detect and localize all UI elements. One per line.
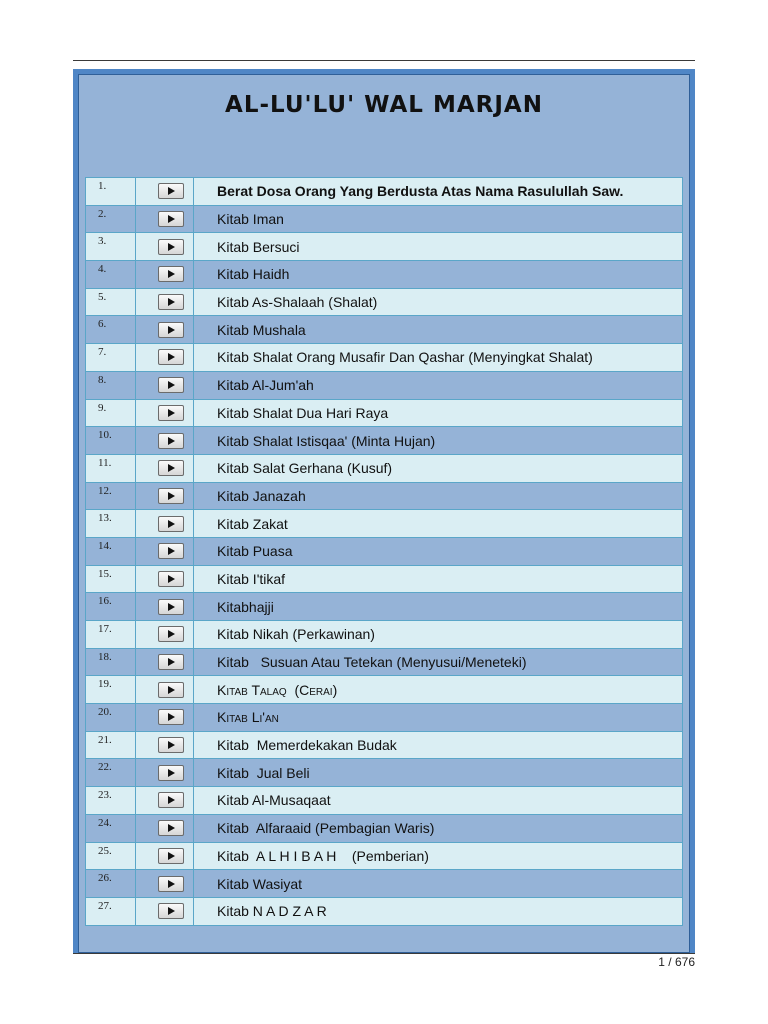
- toc-row-link[interactable]: Kitab As-Shalaah (Shalat): [217, 294, 378, 311]
- toc-row-number-cell: [86, 759, 136, 787]
- toc-row-number: 3.: [98, 235, 107, 248]
- toc-row-number-cell: [86, 648, 136, 676]
- toc-row-number-cell: [86, 205, 136, 233]
- toc-row-button-cell: [136, 371, 194, 399]
- toc-row: [86, 648, 683, 676]
- play-icon: [168, 326, 175, 334]
- toc-row-number: 6.: [98, 318, 107, 331]
- toc-row-link[interactable]: Kitab I'tikaf: [217, 570, 286, 587]
- toc-row-button-cell: [136, 814, 194, 842]
- toc-row-number: 16.: [98, 595, 112, 608]
- toc-row: [86, 814, 683, 842]
- play-button[interactable]: [158, 294, 184, 310]
- toc-row-number: 25.: [98, 844, 112, 857]
- toc-row-button-cell: [136, 621, 194, 649]
- toc-row-number-cell: [86, 870, 136, 898]
- toc-row-number: 2.: [98, 207, 107, 220]
- play-icon: [168, 353, 175, 361]
- bottom-rule: [73, 953, 695, 954]
- toc-row-number-cell: [86, 842, 136, 870]
- toc-row-button-cell: [136, 205, 194, 233]
- toc-row: [86, 454, 683, 482]
- toc-row: [86, 897, 683, 925]
- play-icon: [168, 492, 175, 500]
- toc-row-link[interactable]: Kitab Memerdekakan Budak: [217, 737, 397, 754]
- toc-row-button-cell: [136, 759, 194, 787]
- toc-row-number: 26.: [98, 872, 112, 885]
- play-icon: [168, 824, 175, 832]
- toc-row-label-cell: [194, 897, 683, 925]
- play-icon: [168, 603, 175, 611]
- toc-row-label-cell: [194, 621, 683, 649]
- play-button[interactable]: [158, 322, 184, 338]
- play-icon: [168, 409, 175, 417]
- toc-row-number-cell: [86, 510, 136, 538]
- toc-row: [86, 205, 683, 233]
- toc-row-number: 27.: [98, 899, 112, 912]
- toc-row: [86, 288, 683, 316]
- toc-row: [86, 233, 683, 261]
- play-icon: [168, 381, 175, 389]
- toc-row-number-cell: [86, 593, 136, 621]
- toc-row-button-cell: [136, 399, 194, 427]
- toc-row-label-cell: [194, 731, 683, 759]
- play-button[interactable]: [158, 239, 184, 255]
- toc-row: [86, 731, 683, 759]
- toc-row-number: 11.: [98, 456, 112, 469]
- play-button[interactable]: [158, 377, 184, 393]
- toc-row-button-cell: [136, 288, 194, 316]
- toc-row-label-cell: [194, 482, 683, 510]
- toc-row-link[interactable]: Kitab Alfaraaid (Pembagian Waris): [217, 820, 435, 837]
- toc-row-label-cell: [194, 842, 683, 870]
- toc-row-label-cell: [194, 704, 683, 732]
- toc-row-number-cell: [86, 233, 136, 261]
- toc-row-button-cell: [136, 842, 194, 870]
- toc-row-link[interactable]: Kitab Zakat: [217, 515, 288, 532]
- toc-row-number-cell: [86, 731, 136, 759]
- toc-row-button-cell: [136, 565, 194, 593]
- toc-row-link[interactable]: Kitab A L H I B A H (Pemberian): [217, 847, 429, 864]
- toc-row-number: 12.: [98, 484, 112, 497]
- play-icon: [168, 630, 175, 638]
- toc-row: [86, 316, 683, 344]
- play-icon: [168, 907, 175, 915]
- toc-row-link[interactable]: Kitab N A D Z A R: [217, 903, 327, 920]
- toc-row-link[interactable]: Kitab Salat Gerhana (Kusuf): [217, 460, 393, 477]
- toc-row-number-cell: [86, 316, 136, 344]
- toc-row: [86, 537, 683, 565]
- toc-row: [86, 787, 683, 815]
- toc-row-button-cell: [136, 537, 194, 565]
- toc-row-button-cell: [136, 704, 194, 732]
- play-button[interactable]: [158, 599, 184, 615]
- toc-row: [86, 482, 683, 510]
- toc-row-number-cell: [86, 537, 136, 565]
- page-number: 1 / 676: [658, 955, 695, 969]
- play-icon: [168, 215, 175, 223]
- toc-row-label-cell: [194, 399, 683, 427]
- play-button[interactable]: [158, 737, 184, 753]
- toc-row: [86, 676, 683, 704]
- toc-row-link[interactable]: Kitab Iman: [217, 211, 284, 228]
- play-icon: [168, 270, 175, 278]
- toc-row-number: 8.: [98, 373, 107, 386]
- toc-row-number: 10.: [98, 429, 112, 442]
- toc-row-button-cell: [136, 593, 194, 621]
- toc-row-number-cell: [86, 427, 136, 455]
- toc-row-link[interactable]: Kitabhajji: [217, 598, 274, 615]
- toc-row: [86, 704, 683, 732]
- toc-row-number-cell: [86, 288, 136, 316]
- toc-row-link[interactable]: Kitab Nikah (Perkawinan): [217, 626, 375, 643]
- toc-row-button-cell: [136, 178, 194, 206]
- play-icon: [168, 741, 175, 749]
- toc-row-number-cell: [86, 344, 136, 372]
- play-button[interactable]: [158, 433, 184, 449]
- toc-row-number: 20.: [98, 706, 112, 719]
- play-icon: [168, 243, 175, 251]
- toc-row-button-cell: [136, 676, 194, 704]
- play-button[interactable]: [158, 183, 184, 199]
- play-button[interactable]: [158, 571, 184, 587]
- toc-row-button-cell: [136, 482, 194, 510]
- toc-row-label-cell: [194, 537, 683, 565]
- play-button[interactable]: [158, 654, 184, 670]
- toc-row: [86, 565, 683, 593]
- play-icon: [168, 437, 175, 445]
- table-of-contents: [85, 177, 683, 926]
- toc-row-link[interactable]: Kitab Bersuci: [217, 238, 300, 255]
- toc-row-link[interactable]: Berat Dosa Orang Yang Berdusta Atas Nama Rasulullah Saw.: [217, 183, 624, 200]
- play-button[interactable]: [158, 903, 184, 919]
- play-icon: [168, 713, 175, 721]
- toc-row-number-cell: [86, 897, 136, 925]
- play-button[interactable]: [158, 709, 184, 725]
- toc-row-link[interactable]: Kitab Shalat Istisqaa' (Minta Hujan): [217, 432, 436, 449]
- toc-row-label-cell: [194, 316, 683, 344]
- toc-row-label-cell: [194, 870, 683, 898]
- top-rule: [73, 60, 695, 61]
- toc-row: [86, 842, 683, 870]
- toc-row-button-cell: [136, 427, 194, 455]
- toc-row-label-cell: [194, 178, 683, 206]
- toc-row-link[interactable]: Kitab Susuan Atau Tetekan (Menyusui/Meneteki): [217, 654, 527, 671]
- toc-row-label-cell: [194, 344, 683, 372]
- toc-row-link[interactable]: Kitab Al-Musaqaat: [217, 792, 331, 809]
- toc-row-button-cell: [136, 731, 194, 759]
- toc-row-button-cell: [136, 261, 194, 289]
- toc-row-button-cell: [136, 510, 194, 538]
- toc-row-number: 1.: [98, 180, 107, 192]
- toc-row-label-cell: [194, 454, 683, 482]
- play-icon: [168, 658, 175, 666]
- toc-row-link[interactable]: Kitab Mushala: [217, 321, 306, 338]
- play-button[interactable]: [158, 405, 184, 421]
- toc-row-number: 23.: [98, 789, 112, 802]
- toc-row-button-cell: [136, 233, 194, 261]
- toc-row-label-cell: [194, 759, 683, 787]
- toc-row-button-cell: [136, 316, 194, 344]
- play-icon: [168, 769, 175, 777]
- toc-row-number: 24.: [98, 816, 112, 829]
- toc-row-number-cell: [86, 704, 136, 732]
- play-icon: [168, 880, 175, 888]
- toc-row-number-cell: [86, 261, 136, 289]
- toc-row-link[interactable]: Kitab Haidh: [217, 266, 290, 283]
- toc-row-button-cell: [136, 454, 194, 482]
- toc-row-number-cell: [86, 399, 136, 427]
- toc-row: [86, 870, 683, 898]
- toc-row-number: 17.: [98, 623, 112, 635]
- toc-row-link[interactable]: Kitab Shalat Dua Hari Raya: [217, 404, 389, 421]
- play-button[interactable]: [158, 516, 184, 532]
- toc-row: [86, 399, 683, 427]
- toc-row-label-cell: [194, 427, 683, 455]
- toc-row-number-cell: [86, 676, 136, 704]
- toc-row-number: 13.: [98, 512, 112, 525]
- toc-row: [86, 621, 683, 649]
- toc-row-label-cell: [194, 205, 683, 233]
- toc-row-number: 19.: [98, 678, 112, 691]
- toc-row-label-cell: [194, 787, 683, 815]
- play-button[interactable]: [158, 765, 184, 781]
- toc-row-number-cell: [86, 371, 136, 399]
- play-icon: [168, 796, 175, 804]
- toc-row-number: 14.: [98, 539, 112, 552]
- toc-row-link[interactable]: Kitab Li'an: [217, 709, 279, 726]
- play-button[interactable]: [158, 488, 184, 504]
- toc-row-number: 21.: [98, 733, 112, 746]
- toc-row-number: 9.: [98, 401, 107, 414]
- toc-row-link[interactable]: Kitab Jual Beli: [217, 764, 310, 781]
- play-icon: [168, 575, 175, 583]
- toc-row-label-cell: [194, 648, 683, 676]
- toc-row: [86, 593, 683, 621]
- play-button[interactable]: [158, 211, 184, 227]
- play-button[interactable]: [158, 848, 184, 864]
- toc-row-button-cell: [136, 870, 194, 898]
- toc-row-number-cell: [86, 454, 136, 482]
- toc-row-label-cell: [194, 233, 683, 261]
- toc-row: [86, 261, 683, 289]
- toc-row-number-cell: [86, 178, 136, 206]
- toc-row: [86, 344, 683, 372]
- toc-row-number-cell: [86, 482, 136, 510]
- toc-row-number-cell: [86, 787, 136, 815]
- toc-row: [86, 510, 683, 538]
- toc-row-button-cell: [136, 787, 194, 815]
- toc-row-label-cell: [194, 288, 683, 316]
- play-button[interactable]: [158, 626, 184, 642]
- toc-row-label-cell: [194, 676, 683, 704]
- toc-row-button-cell: [136, 344, 194, 372]
- toc-row: [86, 371, 683, 399]
- toc-row-label-cell: [194, 261, 683, 289]
- play-icon: [168, 298, 175, 306]
- toc-row-link[interactable]: Kitab Talaq (Cerai): [217, 681, 338, 698]
- play-button[interactable]: [158, 792, 184, 808]
- play-button[interactable]: [158, 820, 184, 836]
- toc-row: [86, 759, 683, 787]
- play-button[interactable]: [158, 543, 184, 559]
- toc-row-label-cell: [194, 371, 683, 399]
- toc-row-button-cell: [136, 648, 194, 676]
- play-icon: [168, 686, 175, 694]
- toc-row-label-cell: [194, 593, 683, 621]
- toc-row-number-cell: [86, 621, 136, 649]
- play-button[interactable]: [158, 682, 184, 698]
- play-icon: [168, 464, 175, 472]
- play-button[interactable]: [158, 349, 184, 365]
- toc-row: [86, 178, 683, 206]
- toc-row-label-cell: [194, 814, 683, 842]
- toc-row-number: 22.: [98, 761, 112, 774]
- toc-row-number: 5.: [98, 290, 107, 303]
- toc-row-link[interactable]: Kitab Wasiyat: [217, 875, 303, 892]
- toc-row-number: 15.: [98, 567, 112, 580]
- play-button[interactable]: [158, 266, 184, 282]
- play-button[interactable]: [158, 460, 184, 476]
- play-icon: [168, 520, 175, 528]
- toc-row-link[interactable]: Kitab Janazah: [217, 487, 306, 504]
- play-button[interactable]: [158, 876, 184, 892]
- toc-row-link[interactable]: Kitab Al-Jum'ah: [217, 377, 314, 394]
- play-icon: [168, 187, 175, 195]
- toc-row-link[interactable]: Kitab Shalat Orang Musafir Dan Qashar (Menyingkat Shalat): [217, 349, 593, 366]
- play-icon: [168, 547, 175, 555]
- toc-row-number: 18.: [98, 650, 112, 663]
- toc-row-number-cell: [86, 814, 136, 842]
- toc-row: [86, 427, 683, 455]
- toc-row-label-cell: [194, 510, 683, 538]
- toc-row-button-cell: [136, 897, 194, 925]
- document-title: AL-LU'LU' WAL MARJAN: [225, 92, 543, 118]
- toc-row-number: 7.: [98, 346, 107, 359]
- toc-row-number-cell: [86, 565, 136, 593]
- toc-row-link[interactable]: Kitab Puasa: [217, 543, 293, 560]
- toc-row-number: 4.: [98, 263, 107, 276]
- play-icon: [168, 852, 175, 860]
- toc-row-label-cell: [194, 565, 683, 593]
